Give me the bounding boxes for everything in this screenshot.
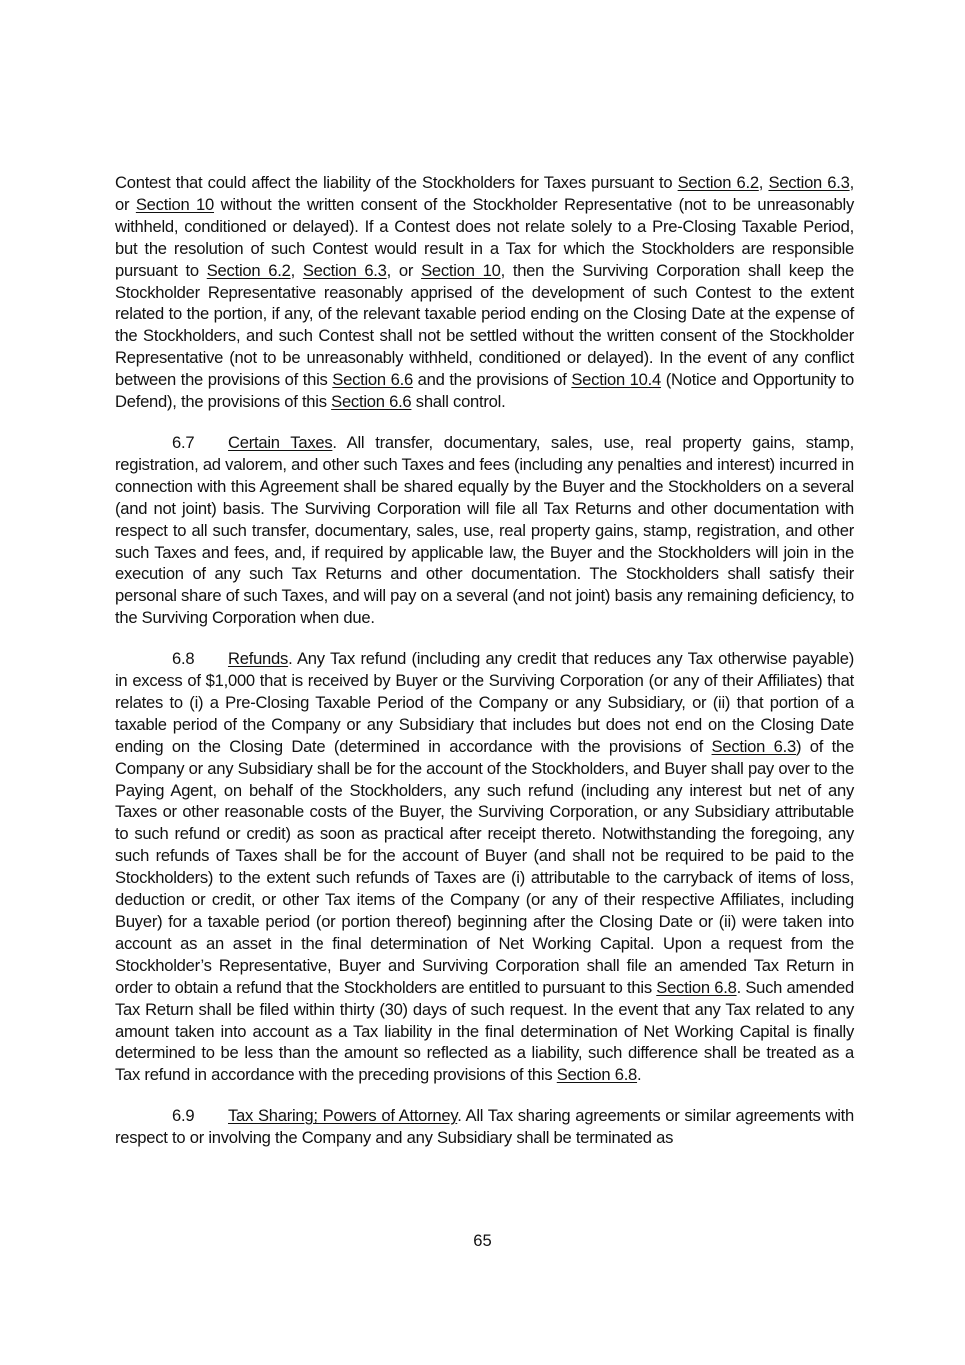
section-heading: Tax Sharing; Powers of Attorney <box>228 1106 458 1126</box>
section-number: 6.7 <box>172 432 195 452</box>
section-reference: Section 6.6 <box>331 392 412 412</box>
section-number: 6.9 <box>172 1106 195 1126</box>
section-number: 6.8 <box>172 649 195 669</box>
section-reference: Section 10.4 <box>571 370 661 390</box>
text-run: Contest that could affect the liability of the Stockholders for Taxes pursuant to <box>115 173 678 192</box>
text-run: . <box>637 1065 642 1085</box>
page-number: 65 <box>473 1231 492 1250</box>
text-run: . Any Tax refund (including any credit that reduces any Tax otherwise payable) in excess of $1,000 that is received by Buyer or the Surviving Corporation (or any of their Affiliates) that relates to (i) a Pre-Closing Taxable Period of the Company or any Subsidiary, or (ii) that portion of a taxable period of the Company or any Subsidiary that includes but does not end on the Closing Date ending on the Closing Date (determined in accordance with the provisions of <box>115 649 854 756</box>
section-reference: Section 6.2 <box>206 260 291 280</box>
section-reference: Section 6.8 <box>556 1065 638 1085</box>
text-run: , or <box>386 260 422 280</box>
section-reference: Section 6.3 <box>711 736 796 756</box>
text-run: . Such amended Tax Return shall be filed within thirty (30) days of such request. In the event that any Tax related to any amount taken into account as a Tax liability in the final determination of Net Working Capital is finally determined to be less than the amount so reflected as a liability, such difference shall be treated as a Tax refund in accordance with the preceding provisions of this <box>115 977 854 1085</box>
text-run: , <box>290 260 303 280</box>
section-heading: Certain Taxes <box>228 432 333 452</box>
section-6-8 <box>115 648 854 1086</box>
section-heading: Refunds <box>228 649 289 669</box>
text-run: and the provisions of <box>412 370 572 390</box>
text-run: ) of the Company or any Subsidiary shall be for the account of the Stockholders, and Buyer shall pay over to the Paying Agent, on behalf of the Stockholders, any such refund (including any interest but net of any Taxes or other reasonable costs of the Buyer, the Surviving Corporation, or any Subsidiary attributable to such refund or credit) as soon as practical after receipt thereto. Notwithstanding the foregoing, any such refunds of Taxes shall be for the account of Buyer (and shall not be required to be paid to the Stockholders) to the extent such refunds of Taxes are (i) attributable to the carryback of items of loss, deduction or credit, or other Tax items of the Company (or any of their respective Affiliates, including Buyer) for a taxable period (or portion thereof) beginning after the Closing Date or (ii) were taken into account as an asset in the final determination of Net Working Capital. Upon a request from the Stockholder’s Representative, Buyer and Surviving Corporation shall file an amended Tax Return in order to obtain a refund that the Stockholders are entitled to pursuant to this <box>115 736 855 997</box>
text-run: , or <box>115 173 854 214</box>
page-body <box>115 172 854 1168</box>
section-6-9 <box>115 1105 854 1149</box>
text-run: . All Tax sharing agreements or similar agreements with respect to or involving the Company and any Subsidiary shall be terminated as <box>115 1106 854 1148</box>
text-run: , then the Surviving Corporation shall keep the Stockholder Representative reasonably apprised of the development of such Contest to the extent related to the portion, if any, of the relevant taxable period ending on the Closing Date at the expense of the Stockholders, and such Contest shall not be settled without the written consent of the Stockholder Representative (not to be unreasonably withheld, conditioned or delayed). In the event of any conflict between the provisions of this <box>115 260 855 390</box>
section-reference: Section 10 <box>135 194 215 214</box>
section-reference: Section 6.3 <box>302 260 387 280</box>
paragraph-continued <box>115 172 854 413</box>
section-6-7 <box>115 432 854 629</box>
text-run: , <box>758 173 769 192</box>
section-reference: Section 6.3 <box>768 173 850 192</box>
section-reference: Section 6.2 <box>677 173 759 192</box>
text-run: shall control. <box>411 392 506 412</box>
section-reference: Section 6.8 <box>656 977 737 997</box>
section-reference: Section 10 <box>421 260 501 280</box>
text-run: . All transfer, documentary, sales, use, real property gains, stamp, registration, ad valorem, and other such Taxes and fees (including any penalties and interest) incurred in connection with this Agreement shall be shared equally by the Buyer and the Stockholders on a several (and not joint) basis. The Surviving Corporation will file all Tax Returns and other documentation with respect to all such transfer, documentary, sales, use, real property gains, stamp, registration, and other such Taxes and fees, and, if required by applicable law, the Buyer and the Stockholders will join in the execution of any such Tax Returns and other documentation. The Stockholders shall satisfy their personal share of such Taxes, and will pay on a several (and not joint) basis any remaining deficiency, to the Surviving Corporation when due. <box>115 432 854 628</box>
text-run: without the written consent of the Stockholder Representative (not to be unreasonably withheld, conditioned or delayed). If a Contest does not relate solely to a Pre-Closing Taxable Period, but the resolution of such Contest would result in a Tax for which the Stockholders are responsible pursuant to <box>115 194 854 280</box>
section-reference: Section 6.6 <box>332 370 413 390</box>
text-run: (Notice and Opportunity to Defend), the provisions of this <box>115 370 854 412</box>
